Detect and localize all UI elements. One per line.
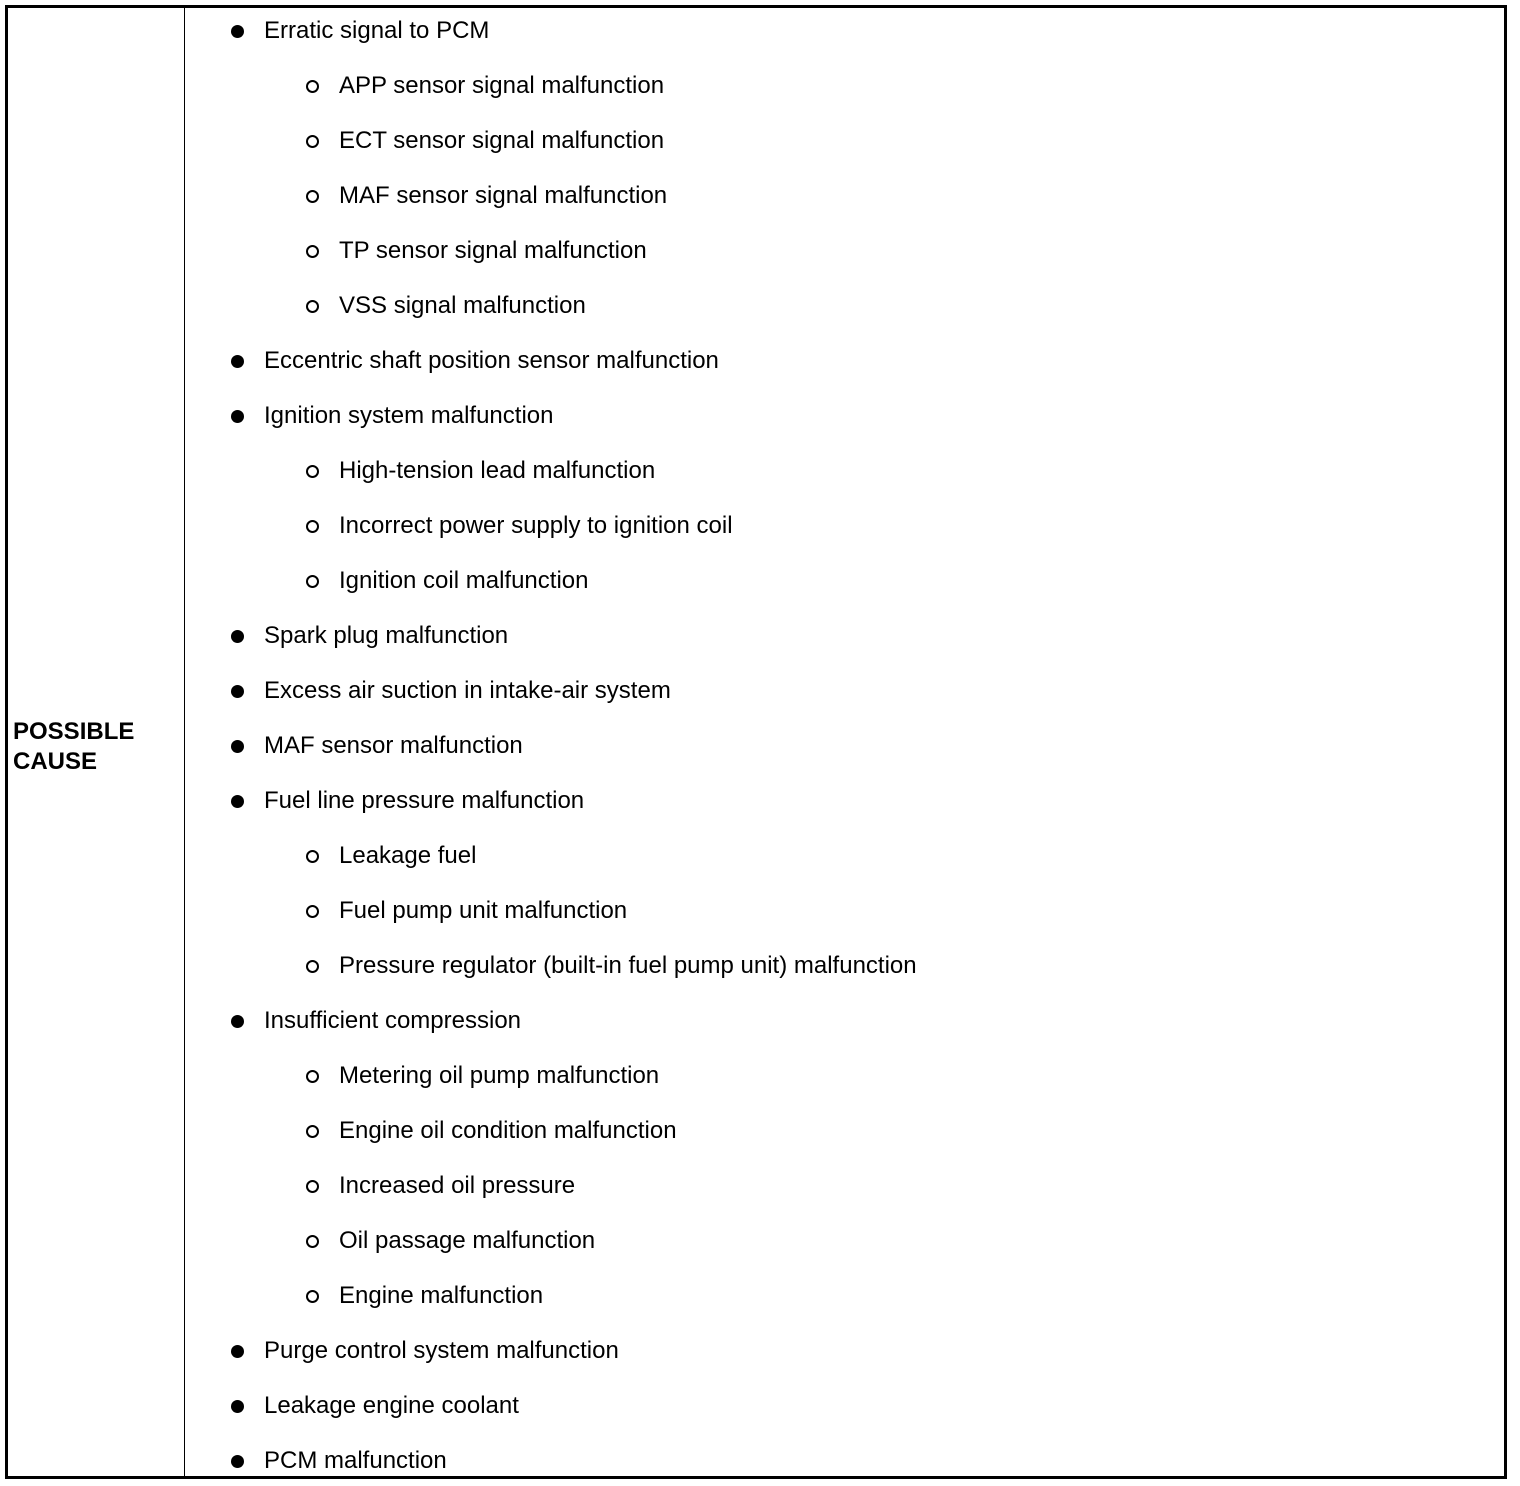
hollow-bullet-icon <box>306 1070 319 1083</box>
item-text: Purge control system malfunction <box>264 1337 619 1364</box>
sub-cause-item <box>339 181 667 211</box>
item-text: Spark plug malfunction <box>264 622 509 649</box>
sub-cause-item <box>339 291 586 321</box>
hollow-bullet-icon <box>306 1180 319 1193</box>
sub-cause-item <box>339 126 664 156</box>
item-text: Metering oil pump malfunction <box>339 1062 660 1089</box>
item-text: Leakage fuel <box>339 842 477 869</box>
item-text: MAF sensor signal malfunction <box>339 182 668 209</box>
hollow-bullet-icon <box>306 905 319 918</box>
cause-item <box>264 346 719 376</box>
filled-bullet-icon <box>231 630 244 643</box>
possible-cause-table <box>5 5 1507 1479</box>
filled-bullet-icon <box>231 355 244 368</box>
item-text: Erratic signal to PCM <box>264 17 490 44</box>
item-text: Ignition system malfunction <box>264 402 554 429</box>
row-label-line-1: POSSIBLE <box>13 718 135 745</box>
item-text: Ignition coil malfunction <box>339 567 589 594</box>
hollow-bullet-icon <box>306 80 319 93</box>
sub-cause-item <box>339 1116 677 1146</box>
item-text: Leakage engine coolant <box>264 1392 519 1419</box>
filled-bullet-icon <box>231 410 244 423</box>
sub-cause-item <box>339 456 655 486</box>
sub-cause-item <box>339 841 476 871</box>
item-text: TP sensor signal malfunction <box>339 237 647 264</box>
hollow-bullet-icon <box>306 190 319 203</box>
hollow-bullet-icon <box>306 1235 319 1248</box>
hollow-bullet-icon <box>306 1125 319 1138</box>
cause-item <box>264 401 553 431</box>
sub-cause-item <box>339 1226 595 1256</box>
cause-item <box>264 786 584 816</box>
sub-cause-item <box>339 511 733 541</box>
hollow-bullet-icon <box>306 465 319 478</box>
cause-item <box>264 1336 619 1366</box>
item-text: ECT sensor signal malfunction <box>339 127 665 154</box>
filled-bullet-icon <box>231 740 244 753</box>
item-text: Insufficient compression <box>264 1007 522 1034</box>
hollow-bullet-icon <box>306 520 319 533</box>
item-text: Pressure regulator (built-in fuel pump unit) malfunction <box>339 952 917 979</box>
item-text: Incorrect power supply to ignition coil <box>339 512 733 539</box>
filled-bullet-icon <box>231 1400 244 1413</box>
hollow-bullet-icon <box>306 135 319 148</box>
item-text: PCM malfunction <box>264 1447 447 1474</box>
item-text: Excess air suction in intake-air system <box>264 677 671 704</box>
item-text: Fuel line pressure malfunction <box>264 787 585 814</box>
item-text: Increased oil pressure <box>339 1172 576 1199</box>
hollow-bullet-icon <box>306 960 319 973</box>
hollow-bullet-icon <box>306 245 319 258</box>
filled-bullet-icon <box>231 25 244 38</box>
cause-item <box>264 16 489 46</box>
filled-bullet-icon <box>231 685 244 698</box>
sub-cause-item <box>339 1171 575 1201</box>
sub-cause-item <box>339 896 627 926</box>
row-label <box>13 717 134 777</box>
hollow-bullet-icon <box>306 850 319 863</box>
column-divider <box>184 8 185 1476</box>
filled-bullet-icon <box>231 1345 244 1358</box>
hollow-bullet-icon <box>306 1290 319 1303</box>
sub-cause-item <box>339 566 588 596</box>
cause-item <box>264 1006 521 1036</box>
item-text: APP sensor signal malfunction <box>339 72 665 99</box>
item-text: Engine malfunction <box>339 1282 544 1309</box>
sub-cause-item <box>339 1061 659 1091</box>
filled-bullet-icon <box>231 795 244 808</box>
sub-cause-item <box>339 236 647 266</box>
cause-item <box>264 676 671 706</box>
cause-item <box>264 731 523 761</box>
sub-cause-item <box>339 1281 543 1311</box>
cause-item <box>264 621 508 651</box>
row-label-line-2: CAUSE <box>13 748 98 775</box>
item-text: MAF sensor malfunction <box>264 732 523 759</box>
sub-cause-item <box>339 951 917 981</box>
filled-bullet-icon <box>231 1015 244 1028</box>
cause-item <box>264 1446 447 1476</box>
filled-bullet-icon <box>231 1455 244 1468</box>
item-text: Eccentric shaft position sensor malfunction <box>264 347 719 374</box>
hollow-bullet-icon <box>306 300 319 313</box>
cause-item <box>264 1391 519 1421</box>
hollow-bullet-icon <box>306 575 319 588</box>
item-text: Oil passage malfunction <box>339 1227 596 1254</box>
sub-cause-item <box>339 71 664 101</box>
item-text: VSS signal malfunction <box>339 292 586 319</box>
item-text: Engine oil condition malfunction <box>339 1117 677 1144</box>
item-text: High-tension lead malfunction <box>339 457 656 484</box>
item-text: Fuel pump unit malfunction <box>339 897 628 924</box>
